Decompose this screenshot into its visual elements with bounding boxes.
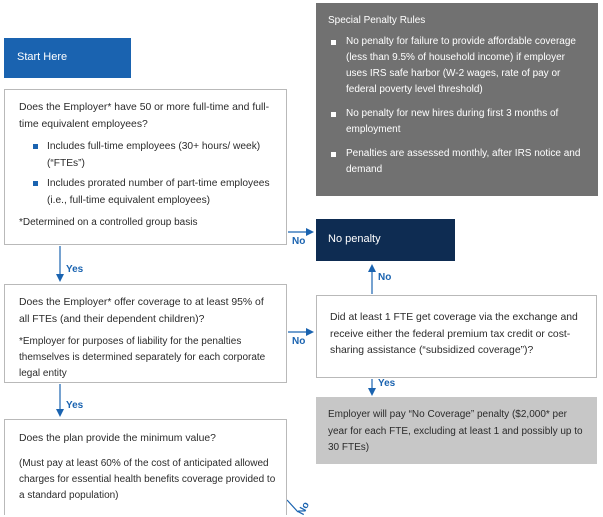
no-coverage-penalty-text: Employer will pay “No Coverage” penalty ($2,000* per year for each FTE, excluding at least 1 and possibly up to 30 FTEs) bbox=[328, 409, 583, 453]
yes-label-q2: Yes bbox=[66, 400, 84, 411]
question-minimum-value: Does the plan provide the minimum value? bbox=[19, 433, 216, 444]
question-employee-count: Does the Employer* have 50 or more full-time and full-time equivalent employees? bbox=[19, 102, 270, 130]
bullet-text: Includes full-time employees (30+ hours/ week) (“FTEs”) bbox=[47, 141, 261, 169]
special-rule-text: Penalties are assessed monthly, after IRS notice and demand bbox=[346, 148, 581, 175]
start-here-label: Start Here bbox=[17, 51, 68, 63]
no-label-q1: No bbox=[292, 236, 306, 247]
question-coverage-offer: Does the Employer* offer coverage to at least 95% of all FTEs (and their dependent children)? bbox=[19, 297, 264, 325]
special-penalty-rules-box bbox=[316, 3, 598, 196]
employer-liability-note: *Employer for purposes of liability for the penalties themselves is determined separately for each corporate legal entity bbox=[19, 336, 266, 379]
question-employee-count-box bbox=[4, 89, 287, 245]
special-rule-text: No penalty for new hires during first 3 months of employment bbox=[346, 108, 559, 135]
bullet-item bbox=[19, 176, 276, 209]
no-label-q3: No bbox=[296, 500, 312, 517]
bullet-text: Includes prorated number of part-time employees (i.e., full-time equivalent employees) bbox=[47, 178, 270, 206]
no-label-q2: No bbox=[292, 336, 306, 347]
special-rules-list bbox=[328, 34, 588, 178]
no-penalty-box bbox=[316, 219, 455, 261]
square-bullet-icon bbox=[331, 152, 336, 157]
controlled-group-note: *Determined on a controlled group basis bbox=[19, 217, 198, 228]
yes-label-q4: Yes bbox=[378, 378, 396, 389]
special-rule-item bbox=[328, 146, 588, 178]
special-rules-title: Special Penalty Rules bbox=[328, 15, 426, 26]
no-coverage-penalty-box bbox=[316, 397, 597, 464]
no-label-q4: No bbox=[378, 272, 392, 283]
special-rule-text: No penalty for failure to provide affordable coverage (less than 9.5% of household income) if employer uses IRS safe harbor (W-2 wages, rate of pay or federal poverty level threshold) bbox=[346, 36, 576, 95]
yes-label-q1: Yes bbox=[66, 264, 84, 275]
square-bullet-icon bbox=[33, 144, 38, 149]
employee-count-bullets bbox=[19, 139, 276, 209]
no-penalty-label: No penalty bbox=[328, 233, 381, 245]
question-coverage-offer-box bbox=[4, 284, 287, 383]
square-bullet-icon bbox=[33, 181, 38, 186]
square-bullet-icon bbox=[331, 112, 336, 117]
special-rule-item bbox=[328, 34, 588, 98]
minimum-value-note: (Must pay at least 60% of the cost of anticipated allowed charges for essential health benefits coverage provided to a standard population) bbox=[19, 457, 276, 501]
question-minimum-value-box bbox=[4, 419, 287, 515]
square-bullet-icon bbox=[331, 40, 336, 45]
question-subsidized-coverage-box bbox=[316, 295, 597, 378]
question-subsidized-coverage: Did at least 1 FTE get coverage via the exchange and receive either the federal premium tax credit or cost-sharing assistance (“subsidized coverage”)? bbox=[330, 312, 578, 356]
bullet-item bbox=[19, 139, 276, 172]
start-here-box bbox=[4, 38, 131, 78]
special-rule-item bbox=[328, 106, 588, 138]
